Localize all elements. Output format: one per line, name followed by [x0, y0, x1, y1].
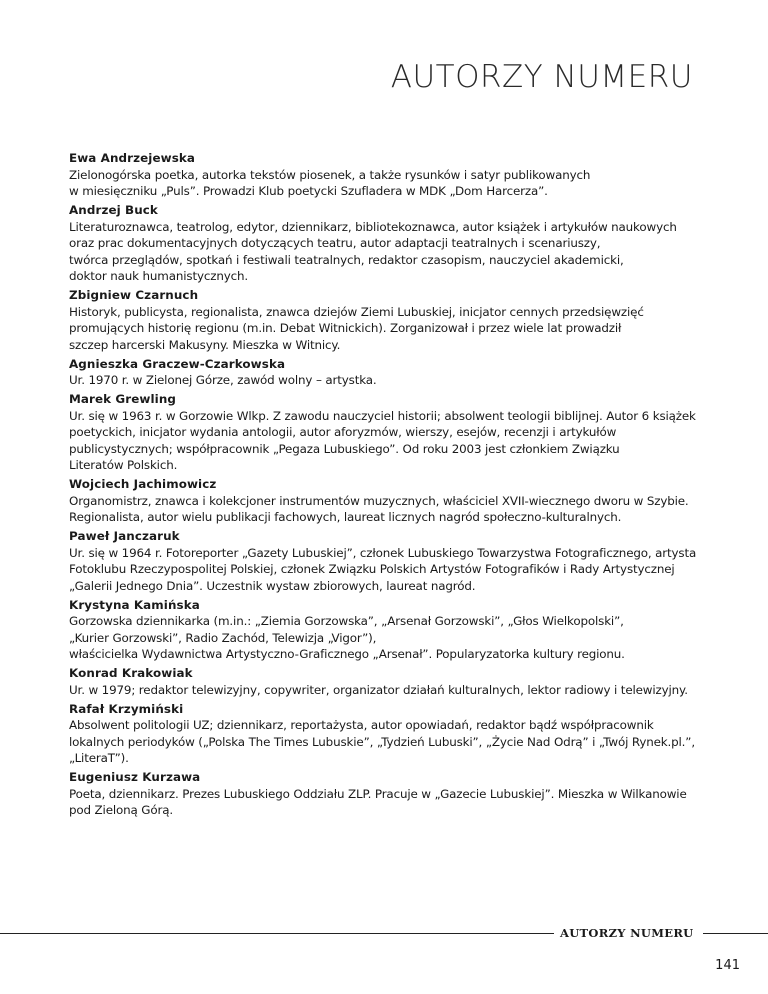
author-entry — [69, 150, 699, 200]
author-name: Paweł Janczaruk — [69, 529, 180, 543]
author-entry — [69, 701, 699, 767]
author-entry — [69, 476, 699, 526]
author-name: Zbigniew Czarnuch — [69, 288, 199, 302]
author-entry — [69, 665, 699, 698]
author-entry — [69, 202, 699, 285]
page-number: 141 — [715, 958, 740, 973]
author-name: Andrzej Buck — [69, 203, 158, 217]
author-entry — [69, 391, 699, 474]
running-title: AUTORZY NUMERU — [560, 926, 694, 940]
author-name: Marek Grewling — [69, 392, 177, 406]
author-bio: Historyk, publicysta, regionalista, znawca dziejów Ziemi Lubuskiej, inicjator cennych przedsięwzięć promujących historię regionu (m.in. Debat Witnickich). Zorganizował i przez wiele lat prowadził szczep harcerski Makusyny. Mieszka w Witnicy. — [69, 304, 644, 352]
author-bio: Organomistrz, znawca i kolekcjoner instrumentów muzycznych, właściciel XVII-wiecznego dworu w Szybie. Regionalista, autor wielu publikacji fachowych, laureat licznych nagród społeczno-kulturalnych. — [69, 493, 689, 524]
author-name: Konrad Krakowiak — [69, 666, 193, 680]
author-bio: Zielonogórska poetka, autorka tekstów piosenek, a także rysunków i satyr publikowanych w miesięczniku „Puls”. Prowadzi Klub poetycki Szufladera w MDK „Dom Harcerza”. — [69, 167, 591, 198]
author-bio: Ur. się w 1964 r. Fotoreporter „Gazety Lubuskiej”, członek Lubuskiego Towarzystwa Fotograficznego, artysta Fotoklubu Rzeczypospolitej Polskiej, członek Związku Polskich Artystów Fotografików i Rady Artystycznej „Galerii Jednego Dnia”. Uczestnik wystaw zbiorowych, laureat nagród. — [69, 545, 697, 593]
footer-rule-right — [703, 933, 768, 934]
page-title: AUTORZY NUMERU — [390, 59, 693, 95]
author-name: Ewa Andrzejewska — [69, 151, 196, 165]
author-bio: Ur. 1970 r. w Zielonej Górze, zawód wolny – artystka. — [69, 373, 377, 387]
author-entry — [69, 287, 699, 353]
author-entry — [69, 528, 699, 594]
author-name: Agnieszka Graczew-Czarkowska — [69, 356, 286, 371]
author-bio: Absolwent politologii UZ; dziennikarz, reportażysta, autor opowiadań, redaktor bądź współpracownik lokalnych periodyków („Polska The Times Lubuskie”, „Tydzień Lubuski”, „Życie Nad Odrą” i „Twój Rynek.pl.”, „LiteraT”). — [69, 718, 695, 765]
author-name: Eugeniusz Kurzawa — [69, 770, 201, 784]
author-entry — [69, 356, 699, 389]
author-entry — [69, 597, 699, 663]
author-bio: Poeta, dziennikarz. Prezes Lubuskiego Oddziału ZLP. Pracuje w „Gazecie Lubuskiej”. Mieszka w Wilkanowie pod Zieloną Górą. — [69, 786, 687, 817]
author-name: Rafał Krzymiński — [69, 701, 184, 716]
author-entry — [69, 769, 699, 819]
author-bio: Ur. w 1979; redaktor telewizyjny, copywriter, organizator działań kulturalnych, lektor radiowy i telewizyjny. — [69, 682, 688, 697]
author-list — [69, 150, 699, 821]
author-name: Krystyna Kamińska — [69, 597, 200, 612]
author-bio: Literaturoznawca, teatrolog, edytor, dziennikarz, bibliotekoznawca, autor książek i artykułów naukowych oraz prac dokumentacyjnych dotyczących teatru, autor adaptacji teatralnych i scenariuszy, twórca przeglądów, spotkań i festiwali teatralnych, redaktor czasopism, nauczyciel akademicki, doktor nauk humanistycznych. — [69, 219, 677, 283]
author-bio: Gorzowska dziennikarka (m.in.: „Ziemia Gorzowska”, „Arsenał Gorzowski”, „Głos Wielkopolski”, „Kurier Gorzowski”, Radio Zachód, Telewizja „Vigor”), właścicielka Wydawnictwa Artystyczno-Graficznego „Arsenał”. Popularyzatorka kultury regionu. — [69, 614, 625, 661]
footer-rule-left — [0, 933, 554, 934]
author-bio: Ur. się w 1963 r. w Gorzowie Wlkp. Z zawodu nauczyciel historii; absolwent teologii biblijnej. Autor 6 książek poetyckich, inicjator wydania antologii, autor aforyzmów, wierszy, esejów, recenzji i artykułów publicystycznych; współpracownik „Pegaza Lubuskiego”. Od roku 2003 jest członkiem Związku Literatów Polskich. — [69, 408, 696, 472]
author-name: Wojciech Jachimowicz — [69, 477, 217, 491]
